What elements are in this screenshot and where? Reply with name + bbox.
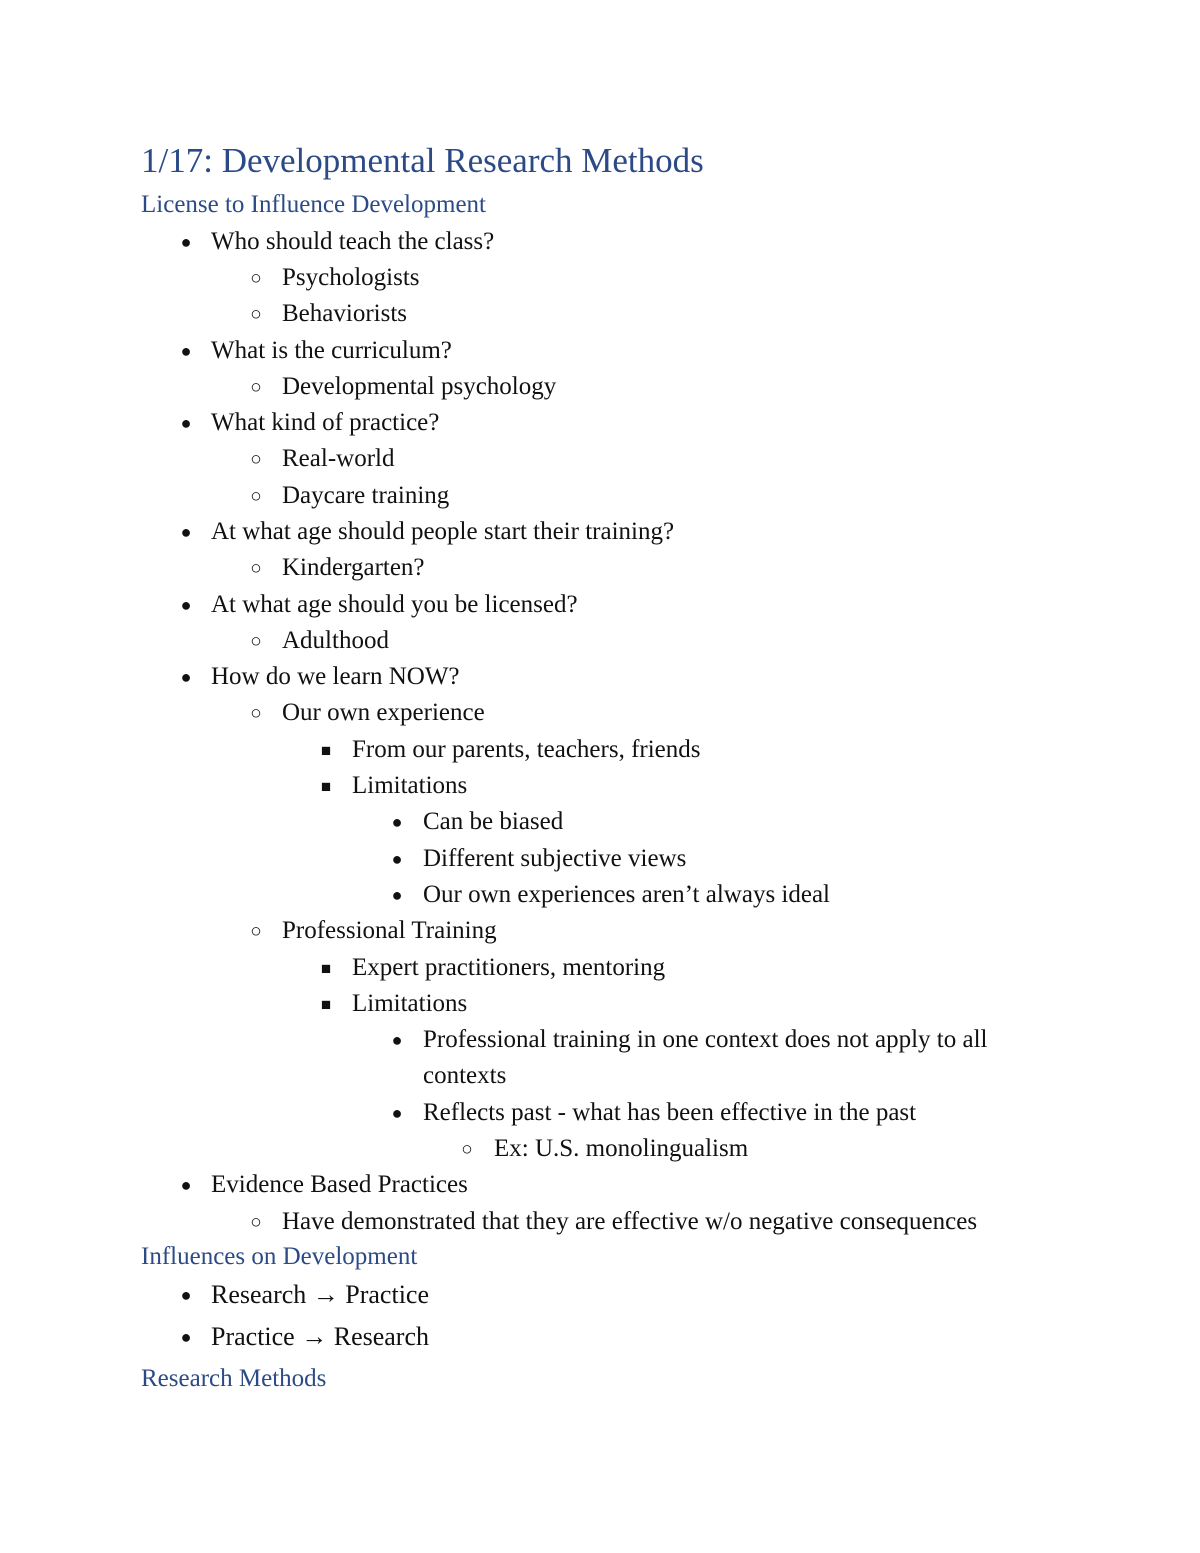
square-bullet-icon [316, 770, 336, 803]
circle-bullet-icon [246, 480, 266, 513]
list-item: Expert practitioners, mentoring [352, 954, 666, 981]
list-item: What kind of practice? [211, 409, 440, 436]
disc-bullet-icon [176, 661, 196, 693]
circle-bullet-icon [246, 298, 266, 331]
section-heading-license: License to Influence Development [141, 191, 486, 218]
square-bullet-icon [316, 734, 336, 767]
disc-bullet-icon [387, 806, 407, 838]
list-item: At what age should you be licensed? [211, 591, 578, 618]
list-item: Different subjective views [423, 845, 687, 872]
list-item: Can be biased [423, 808, 564, 835]
list-item-continuation: contexts [423, 1062, 507, 1089]
list-item: Kindergarten? [282, 554, 425, 581]
list-item: Research → Practice [211, 1280, 430, 1309]
square-bullet-icon [316, 988, 336, 1021]
list-item: At what age should people start their training? [211, 518, 675, 545]
list-item: Behaviorists [282, 300, 407, 327]
list-item: Psychologists [282, 264, 420, 291]
disc-bullet-icon [387, 879, 407, 911]
circle-bullet-icon [246, 697, 266, 730]
circle-bullet-icon [246, 552, 266, 585]
section-heading-influences: Influences on Development [141, 1243, 418, 1270]
circle-bullet-icon [246, 625, 266, 658]
circle-bullet-icon [246, 371, 266, 404]
list-item: Daycare training [282, 482, 450, 509]
disc-bullet-icon [387, 843, 407, 875]
disc-bullet-icon [176, 516, 196, 548]
disc-bullet-icon [176, 407, 196, 439]
disc-bullet-icon [176, 226, 196, 258]
list-item: Developmental psychology [282, 373, 557, 400]
page-title: 1/17: Developmental Research Methods [141, 141, 704, 180]
list-item: Adulthood [282, 627, 389, 654]
list-item: Ex: U.S. monolingualism [494, 1135, 749, 1162]
list-item: Limitations [352, 990, 468, 1017]
list-item: Who should teach the class? [211, 228, 495, 255]
disc-bullet-icon [387, 1097, 407, 1129]
list-item: Professional Training [282, 917, 497, 944]
list-item: How do we learn NOW? [211, 663, 460, 690]
list-item: Have demonstrated that they are effective w/o negative consequences [282, 1208, 978, 1235]
list-item: Real-world [282, 445, 395, 472]
list-item: Our own experience [282, 699, 485, 726]
section-heading-research-methods: Research Methods [141, 1365, 327, 1392]
circle-bullet-icon [246, 262, 266, 295]
list-item: Professional training in one context does not apply to all [423, 1026, 988, 1053]
circle-bullet-icon [246, 443, 266, 476]
disc-bullet-icon [387, 1024, 407, 1056]
circle-bullet-icon [457, 1133, 477, 1166]
disc-bullet-icon [176, 1279, 196, 1311]
disc-bullet-icon [176, 335, 196, 367]
list-item: From our parents, teachers, friends [352, 736, 701, 763]
list-item: Reflects past - what has been effective in the past [423, 1099, 917, 1126]
disc-bullet-icon [176, 589, 196, 621]
list-item: What is the curriculum? [211, 337, 452, 364]
disc-bullet-icon [176, 1169, 196, 1201]
disc-bullet-icon [176, 1321, 196, 1353]
square-bullet-icon [316, 952, 336, 985]
circle-bullet-icon [246, 1206, 266, 1239]
list-item: Our own experiences aren’t always ideal [423, 881, 831, 908]
list-item: Evidence Based Practices [211, 1171, 468, 1198]
list-item: Practice → Research [211, 1322, 430, 1351]
list-item: Limitations [352, 772, 468, 799]
circle-bullet-icon [246, 915, 266, 948]
